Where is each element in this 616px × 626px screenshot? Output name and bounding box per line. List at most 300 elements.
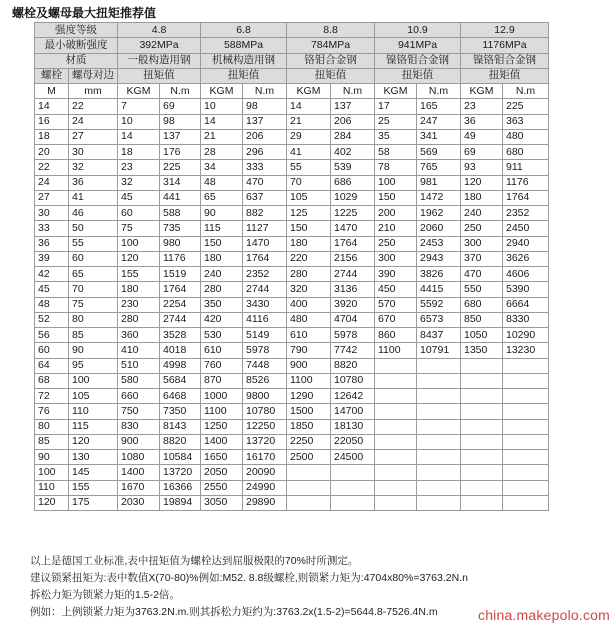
table-cell: 280 [118, 312, 160, 327]
table-cell: 860 [375, 328, 417, 343]
table-cell: 850 [461, 312, 503, 327]
table-cell: 80 [35, 419, 69, 434]
table-cell: 27 [69, 129, 118, 144]
table-cell: 2744 [243, 282, 287, 297]
table-cell: 75 [118, 221, 160, 236]
table-cell: 5978 [331, 328, 375, 343]
unit-cell: KGM [201, 84, 243, 99]
table-cell: 1176 [503, 175, 549, 190]
table-cell: 98 [243, 99, 287, 114]
table-cell [417, 495, 461, 510]
table-cell: 200 [375, 206, 417, 221]
table-row [35, 99, 549, 114]
table-cell [461, 480, 503, 495]
table-cell: 45 [118, 190, 160, 205]
table-row [35, 373, 549, 388]
table-row [35, 114, 549, 129]
table-cell: 33 [35, 221, 69, 236]
table-cell: 10791 [417, 343, 461, 358]
table-cell: 75 [69, 297, 118, 312]
table-cell: 5149 [243, 328, 287, 343]
table-cell: 480 [503, 129, 549, 144]
table-cell: 130 [69, 450, 118, 465]
table-cell [461, 358, 503, 373]
grade-cell: 8.8 [287, 23, 375, 38]
table-cell: 1080 [118, 450, 160, 465]
table-cell: 3920 [331, 297, 375, 312]
table-cell: 247 [417, 114, 461, 129]
table-cell: 32 [69, 160, 118, 175]
table-cell: 2030 [118, 495, 160, 510]
table-row [35, 221, 549, 236]
table-cell [503, 495, 549, 510]
table-cell: 580 [118, 373, 160, 388]
table-cell: 420 [201, 312, 243, 327]
nut-label: 螺母对边 [69, 68, 118, 83]
table-cell: 13720 [243, 434, 287, 449]
table-cell: 980 [160, 236, 201, 251]
table-cell: 4018 [160, 343, 201, 358]
table-cell: 2156 [331, 251, 375, 266]
table-cell: 60 [35, 343, 69, 358]
table-cell: 150 [287, 221, 331, 236]
table-cell: 16 [35, 114, 69, 129]
table-cell: 1176 [160, 251, 201, 266]
table-cell: 16170 [243, 450, 287, 465]
table-cell: 300 [461, 236, 503, 251]
table-cell: 30 [69, 145, 118, 160]
table-row [35, 434, 549, 449]
torque-label-row [35, 68, 549, 83]
table-cell [287, 495, 331, 510]
table-cell [287, 465, 331, 480]
table-cell: 180 [287, 236, 331, 251]
table-cell: 8820 [160, 434, 201, 449]
table-cell: 402 [331, 145, 375, 160]
table-cell: 105 [287, 190, 331, 205]
table-cell: 530 [201, 328, 243, 343]
table-cell: 8820 [331, 358, 375, 373]
table-cell: 206 [331, 114, 375, 129]
table-cell: 1225 [331, 206, 375, 221]
table-cell: 2352 [243, 267, 287, 282]
table-cell [417, 465, 461, 480]
table-cell: 42 [35, 267, 69, 282]
table-cell: 41 [69, 190, 118, 205]
table-cell: 1470 [331, 221, 375, 236]
table-cell: 5684 [160, 373, 201, 388]
table-cell: 1350 [461, 343, 503, 358]
torque-label: 扭矩值 [461, 68, 549, 83]
table-cell: 240 [461, 206, 503, 221]
table-cell: 1050 [461, 328, 503, 343]
table-cell: 280 [287, 267, 331, 282]
table-cell: 58 [375, 145, 417, 160]
table-cell: 1100 [287, 373, 331, 388]
material-cell: 镍铬钼合金钢 [461, 53, 549, 68]
table-cell: 870 [201, 373, 243, 388]
table-cell [331, 495, 375, 510]
table-cell: 46 [69, 206, 118, 221]
table-row [35, 358, 549, 373]
table-cell [461, 465, 503, 480]
table-cell [331, 465, 375, 480]
table-cell: 180 [201, 251, 243, 266]
table-cell: 735 [160, 221, 201, 236]
units-row [35, 84, 549, 99]
table-cell: 22050 [331, 434, 375, 449]
table-cell: 3136 [331, 282, 375, 297]
table-cell: 539 [331, 160, 375, 175]
table-row [35, 236, 549, 251]
table-cell: 8437 [417, 328, 461, 343]
table-cell: 180 [461, 190, 503, 205]
material-cell: 一般构造用钢 [118, 53, 201, 68]
table-cell: 137 [331, 99, 375, 114]
table-cell: 686 [331, 175, 375, 190]
table-cell: 1650 [201, 450, 243, 465]
table-cell: 830 [118, 419, 160, 434]
table-cell: 280 [201, 282, 243, 297]
table-cell: 300 [375, 251, 417, 266]
grade-label: 强度等级 [35, 23, 118, 38]
table-cell: 2352 [503, 206, 549, 221]
table-cell: 670 [375, 312, 417, 327]
table-cell: 120 [461, 175, 503, 190]
table-cell: 7350 [160, 404, 201, 419]
table-cell: 1472 [417, 190, 461, 205]
unit-cell: KGM [287, 84, 331, 99]
table-cell: 23 [461, 99, 503, 114]
table-cell: 19894 [160, 495, 201, 510]
notes [30, 553, 468, 621]
torque-label: 扭矩值 [375, 68, 461, 83]
table-cell: 390 [375, 267, 417, 282]
table-cell: 24500 [331, 450, 375, 465]
unit-cell: N.m [243, 84, 287, 99]
table-cell: 22 [69, 99, 118, 114]
unit-cell: mm [69, 84, 118, 99]
table-cell: 4116 [243, 312, 287, 327]
watermark: china.makepolo.com [478, 607, 610, 623]
table-cell [417, 358, 461, 373]
table-cell [417, 373, 461, 388]
table-cell: 1100 [375, 343, 417, 358]
table-cell: 7 [118, 99, 160, 114]
table-cell: 5978 [243, 343, 287, 358]
table-cell: 333 [243, 160, 287, 175]
strength-cell: 941MPa [375, 38, 461, 53]
table-cell [503, 434, 549, 449]
table-row [35, 251, 549, 266]
table-cell: 2060 [417, 221, 461, 236]
table-cell: 34 [201, 160, 243, 175]
table-cell: 680 [503, 145, 549, 160]
table-cell: 765 [417, 160, 461, 175]
table-cell: 370 [461, 251, 503, 266]
table-cell: 29890 [243, 495, 287, 510]
note-line: 拆松力矩为锁紧力矩的1.5-2倍。 [30, 589, 180, 601]
grade-cell: 6.8 [201, 23, 287, 38]
table-cell: 790 [287, 343, 331, 358]
table-row [35, 465, 549, 480]
table-cell: 21 [201, 129, 243, 144]
unit-cell: N.m [160, 84, 201, 99]
table-cell: 110 [35, 480, 69, 495]
grade-cell: 12.9 [461, 23, 549, 38]
table-cell [503, 450, 549, 465]
table-cell [375, 450, 417, 465]
table-cell: 39 [35, 251, 69, 266]
table-cell: 550 [461, 282, 503, 297]
table-cell: 1250 [201, 419, 243, 434]
table-cell: 95 [69, 358, 118, 373]
table-cell: 7448 [243, 358, 287, 373]
table-cell: 10780 [331, 373, 375, 388]
strength-cell: 392MPa [118, 38, 201, 53]
table-cell [461, 495, 503, 510]
table-cell: 20 [35, 145, 69, 160]
table-cell [503, 480, 549, 495]
page-title: 螺栓及螺母最大扭矩推荐值 [12, 6, 157, 20]
table-cell: 570 [375, 297, 417, 312]
table-cell: 21 [287, 114, 331, 129]
table-cell: 1764 [160, 282, 201, 297]
table-cell: 55 [287, 160, 331, 175]
torque-label: 扭矩值 [287, 68, 375, 83]
table-cell [461, 450, 503, 465]
table-cell: 100 [35, 465, 69, 480]
table-cell: 225 [160, 160, 201, 175]
material-cell: 镍铬钼合金钢 [375, 53, 461, 68]
table-row [35, 206, 549, 221]
table-cell: 55 [69, 236, 118, 251]
table-cell: 450 [375, 282, 417, 297]
table-cell: 90 [201, 206, 243, 221]
table-cell: 410 [118, 343, 160, 358]
table-cell: 1500 [287, 404, 331, 419]
table-cell: 1764 [243, 251, 287, 266]
table-cell [461, 419, 503, 434]
table-cell: 22 [35, 160, 69, 175]
material-cell: 机械构造用钢 [201, 53, 287, 68]
note-line: 建议锁紧扭矩为:表中数值X(70-80)%例如:M52. 8.8级螺栓,则锁紧力矩为:4704x80%=3763.2N.n [30, 572, 468, 584]
table-cell: 120 [118, 251, 160, 266]
table-cell: 115 [69, 419, 118, 434]
table-cell: 115 [201, 221, 243, 236]
table-cell: 2550 [201, 480, 243, 495]
table-cell: 28 [201, 145, 243, 160]
unit-cell: KGM [461, 84, 503, 99]
table-cell: 900 [118, 434, 160, 449]
table-cell: 2744 [331, 267, 375, 282]
table-cell: 65 [201, 190, 243, 205]
table-row [35, 145, 549, 160]
table-cell: 70 [287, 175, 331, 190]
table-cell: 900 [287, 358, 331, 373]
table-body [35, 99, 549, 511]
table-cell: 13720 [160, 465, 201, 480]
table-row [35, 419, 549, 434]
table-cell [417, 434, 461, 449]
table-cell [375, 465, 417, 480]
table-row [35, 495, 549, 510]
table-cell: 56 [35, 328, 69, 343]
unit-cell: N.m [417, 84, 461, 99]
table-cell: 4704 [331, 312, 375, 327]
table-cell [503, 465, 549, 480]
unit-cell: N.m [503, 84, 549, 99]
table-cell: 3626 [503, 251, 549, 266]
grade-cell: 10.9 [375, 23, 461, 38]
material-row [35, 53, 549, 68]
table-cell: 314 [160, 175, 201, 190]
table-cell: 76 [35, 404, 69, 419]
table-cell: 48 [201, 175, 243, 190]
table-cell: 8330 [503, 312, 549, 327]
table-cell: 5592 [417, 297, 461, 312]
table-cell: 882 [243, 206, 287, 221]
table-cell [461, 373, 503, 388]
table-cell [503, 404, 549, 419]
table-cell: 14700 [331, 404, 375, 419]
table-cell: 6664 [503, 297, 549, 312]
table-cell: 48 [35, 297, 69, 312]
table-cell: 1029 [331, 190, 375, 205]
table-cell: 2050 [201, 465, 243, 480]
table-cell: 1764 [503, 190, 549, 205]
table-cell: 8143 [160, 419, 201, 434]
table-row [35, 267, 549, 282]
table-cell: 90 [69, 343, 118, 358]
table-cell: 4998 [160, 358, 201, 373]
table-cell: 175 [69, 495, 118, 510]
table-cell: 52 [35, 312, 69, 327]
table-cell [503, 389, 549, 404]
table-cell [417, 450, 461, 465]
table-row [35, 282, 549, 297]
table-cell: 2250 [287, 434, 331, 449]
table-row [35, 480, 549, 495]
table-cell: 2500 [287, 450, 331, 465]
note-line: 例如：上例锁紧力矩为3763.2N.m.则其拆松力矩约为:3763.2x(1.5-2)=5644.8-7526.4N.m [30, 606, 438, 618]
table-cell: 145 [69, 465, 118, 480]
table-row [35, 450, 549, 465]
table-cell: 1100 [201, 404, 243, 419]
table-cell [503, 373, 549, 388]
table-row [35, 328, 549, 343]
table-cell [375, 419, 417, 434]
table-cell: 4606 [503, 267, 549, 282]
table-cell: 7742 [331, 343, 375, 358]
table-row [35, 389, 549, 404]
table-cell: 510 [118, 358, 160, 373]
table-cell [375, 389, 417, 404]
table-cell: 250 [375, 236, 417, 251]
table-cell: 911 [503, 160, 549, 175]
table-row [35, 297, 549, 312]
table-cell: 45 [35, 282, 69, 297]
table-cell [417, 389, 461, 404]
table-cell: 69 [461, 145, 503, 160]
table-cell [503, 358, 549, 373]
table-cell: 16366 [160, 480, 201, 495]
table-cell: 41 [287, 145, 331, 160]
table-cell: 5390 [503, 282, 549, 297]
strength-label: 最小破断强度 [35, 38, 118, 53]
table-cell: 10780 [243, 404, 287, 419]
table-cell: 220 [287, 251, 331, 266]
table-cell: 18130 [331, 419, 375, 434]
table-cell: 10 [201, 99, 243, 114]
table-cell: 24 [69, 114, 118, 129]
torque-label: 扭矩值 [118, 68, 201, 83]
strength-row [35, 38, 549, 53]
table-cell [375, 495, 417, 510]
table-cell: 60 [69, 251, 118, 266]
table-cell: 1470 [243, 236, 287, 251]
table-cell: 36 [69, 175, 118, 190]
table-cell: 98 [160, 114, 201, 129]
table-cell: 100 [118, 236, 160, 251]
table-row [35, 129, 549, 144]
table-cell: 155 [118, 267, 160, 282]
table-cell: 30 [35, 206, 69, 221]
table-cell: 1127 [243, 221, 287, 236]
table-cell: 240 [201, 267, 243, 282]
table-row [35, 312, 549, 327]
table-cell: 137 [160, 129, 201, 144]
table-cell: 49 [461, 129, 503, 144]
table-cell: 981 [417, 175, 461, 190]
material-label: 材质 [35, 53, 118, 68]
table-cell: 8526 [243, 373, 287, 388]
table-cell: 105 [69, 389, 118, 404]
material-cell: 铬钼合金钢 [287, 53, 375, 68]
table-cell: 2940 [503, 236, 549, 251]
table-cell: 78 [375, 160, 417, 175]
unit-cell: N.m [331, 84, 375, 99]
grade-cell: 4.8 [118, 23, 201, 38]
table-cell: 65 [69, 267, 118, 282]
table-cell: 400 [287, 297, 331, 312]
table-cell: 10584 [160, 450, 201, 465]
table-cell [503, 419, 549, 434]
table-cell: 225 [503, 99, 549, 114]
table-cell: 470 [243, 175, 287, 190]
table-cell: 18 [118, 145, 160, 160]
table-cell: 24 [35, 175, 69, 190]
table-cell: 176 [160, 145, 201, 160]
table-cell: 1400 [201, 434, 243, 449]
table-cell: 150 [201, 236, 243, 251]
strength-cell: 588MPa [201, 38, 287, 53]
table-cell: 3528 [160, 328, 201, 343]
table-cell: 1400 [118, 465, 160, 480]
strength-cell: 784MPa [287, 38, 375, 53]
table-cell: 1850 [287, 419, 331, 434]
table-cell: 137 [243, 114, 287, 129]
table-row [35, 160, 549, 175]
table-cell: 12250 [243, 419, 287, 434]
table-cell: 480 [287, 312, 331, 327]
table-cell: 27 [35, 190, 69, 205]
table-cell: 100 [375, 175, 417, 190]
table-cell: 610 [287, 328, 331, 343]
table-cell: 470 [461, 267, 503, 282]
table-cell: 64 [35, 358, 69, 373]
table-cell: 120 [69, 434, 118, 449]
